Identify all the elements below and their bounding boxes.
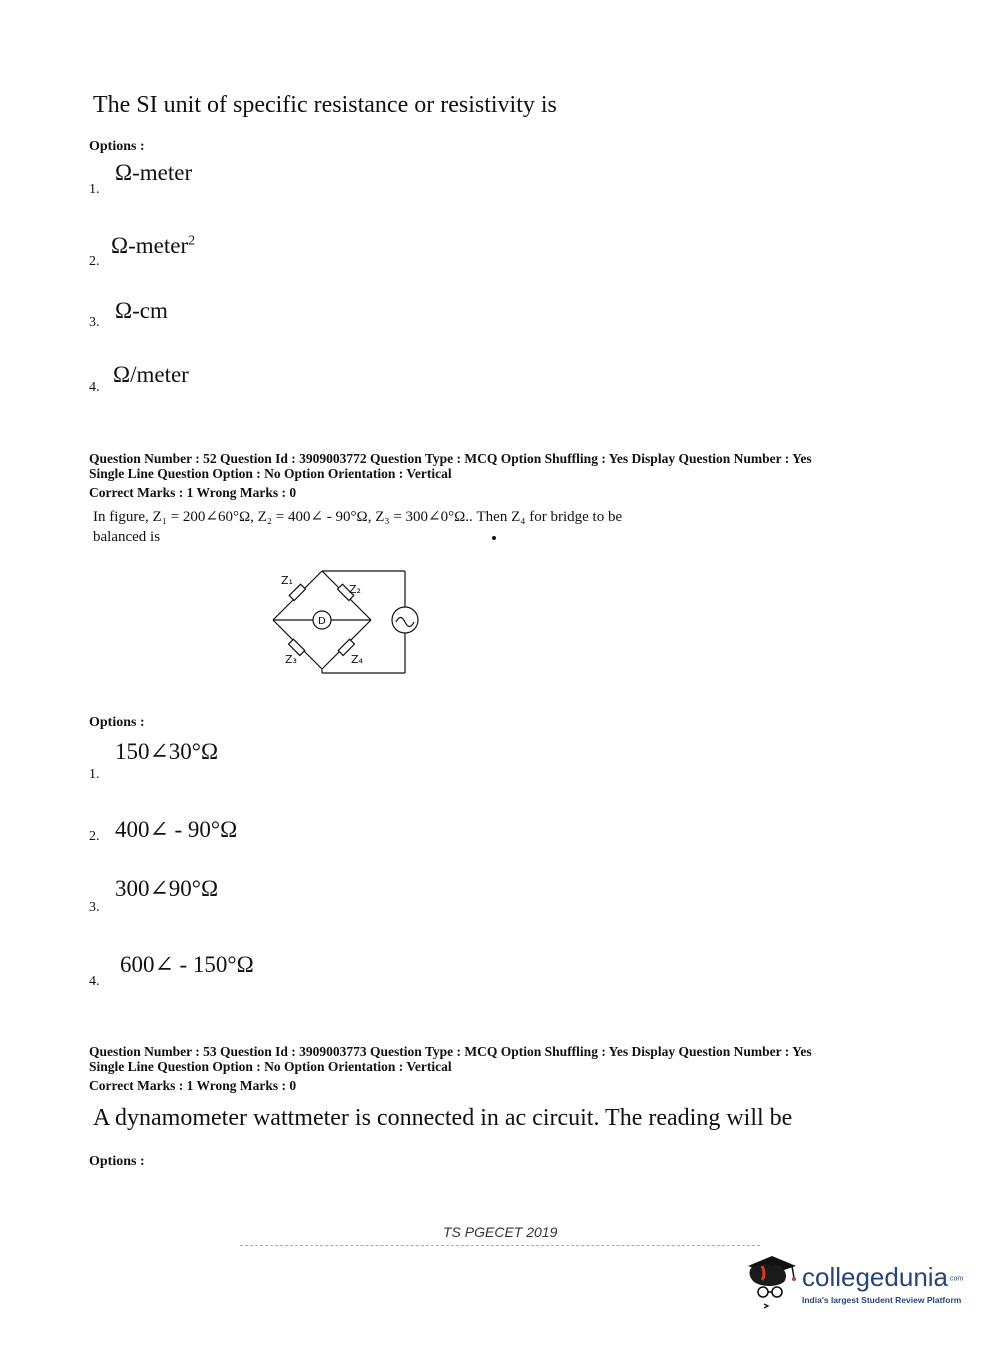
question-53-text: A dynamometer wattmeter is connected in ac circuit. The reading will be — [93, 1105, 793, 1131]
stray-dot — [492, 536, 496, 540]
collegedunia-mascot-icon — [742, 1248, 800, 1310]
q52-marks: Correct Marks : 1 Wrong Marks : 0 — [89, 485, 297, 500]
options-label-51: Options : — [89, 139, 145, 154]
q52-option-2-number: 2. — [89, 829, 100, 844]
q53-meta-line-1: Question Number : 53 Question Id : 3909003773 Question Type : MCQ Option Shuffling : Yes Display Question Number : Yes — [89, 1044, 812, 1059]
question-51-text: The SI unit of specific resistance or resistivity is — [93, 92, 557, 118]
z4-label: Z₄ — [351, 653, 363, 666]
q52-text-line-2: balanced is — [93, 529, 161, 545]
options-label-52: Options : — [89, 715, 145, 730]
z3-label: Z₃ — [285, 653, 297, 666]
q52-text-line-1: In figure, Z₁ = 200∠60°Ω, Z₂ = 400∠ - 90°Ω, Z₃ = 300∠0°Ω.. Then Z₄ for bridge to be — [93, 509, 623, 525]
q52-option-3-text[interactable]: 300∠90°Ω — [115, 876, 219, 901]
q52-meta-line-1: Question Number : 52 Question Id : 3909003772 Question Type : MCQ Option Shuffling : Yes Display Question Number : Yes — [89, 451, 812, 466]
q51-option-2-number: 2. — [89, 254, 100, 269]
q52-option-3-number: 3. — [89, 900, 100, 915]
q53-meta-line-2: Single Line Question Option : No Option Orientation : Vertical — [89, 1059, 452, 1074]
q52-option-1-number: 1. — [89, 767, 100, 782]
q52-option-4-number: 4. — [89, 974, 100, 989]
bridge-circuit-diagram — [265, 560, 425, 685]
q52-option-1-text[interactable]: 150∠30°Ω — [115, 739, 219, 764]
footer-exam-name: TS PGECET 2019 — [443, 1224, 558, 1240]
options-label-53: Options : — [89, 1154, 145, 1169]
z2-label: Z₂ — [349, 583, 361, 596]
z1-label: Z₁ — [281, 574, 293, 587]
q51-option-1-text[interactable]: Ω-meter — [115, 160, 193, 185]
q52-option-2-text[interactable]: 400∠ - 90°Ω — [115, 817, 238, 842]
q51-option-4-number: 4. — [89, 380, 100, 395]
q51-option-3-text[interactable]: Ω-cm — [115, 298, 168, 323]
ac-source-circle — [392, 607, 418, 633]
q53-marks: Correct Marks : 1 Wrong Marks : 0 — [89, 1078, 297, 1093]
q51-option-4-text[interactable]: Ω/meter — [113, 362, 189, 387]
collegedunia-tagline: India's largest Student Review Platform — [802, 1295, 962, 1305]
q51-option-1-number: 1. — [89, 182, 100, 197]
collegedunia-wordmark[interactable]: collegedunia.com — [802, 1262, 964, 1292]
detector-label: D — [318, 616, 326, 627]
q52-meta-line-2: Single Line Question Option : No Option Orientation : Vertical — [89, 466, 452, 481]
footer-dotted-line — [240, 1245, 760, 1246]
q51-option-3-number: 3. — [89, 315, 100, 330]
q52-option-4-text[interactable]: 600∠ - 150°Ω — [120, 952, 254, 977]
q51-option-2-text[interactable]: Ω-meter$^2$ — [111, 233, 196, 258]
